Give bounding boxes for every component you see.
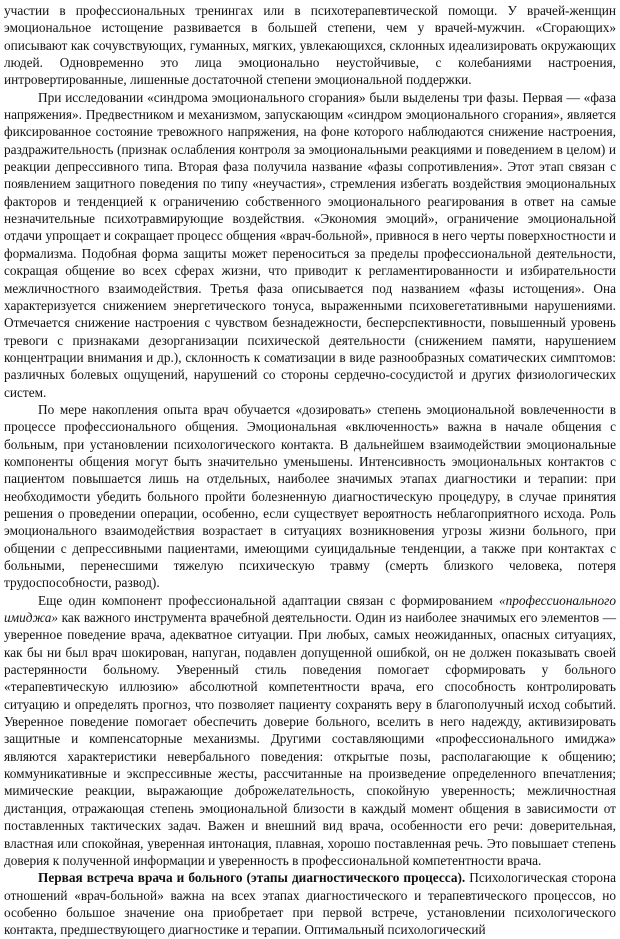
- paragraph-first-meeting: [4, 869, 616, 938]
- paragraph-emotional-dosing: По мере накопления опыта врач обучается «дозировать» степень эмоциональной вовлеченности в процессе профессионального общения. Эмоциональная «включенность» важна в начале общения с больным, при установлении психологического контакта. В дальнейшем взаимодействии эмоциональные компоненты общения могут быть значительно уменьшены. Интенсивность эмоциональных контактов с пациентом повышается лишь на отдельных, наиболее значимых этапах диагностики и терапии: при необходимости убедить больного пройти болезненную диагностическую процедуру, в случае принятия решения о проведении операции, особенно, если существует вероятность неблагоприятного исхода. Роль эмоционального взаимодействия возрастает в ситуациях возникновения угрозы жизни больного, при общении с депрессивными пациентами, имеющими суицидальные тенденции, а также при контактах с больными, перенесшими тяжелую психическую травму (смерть близкого человека, потеря трудоспособности, развод).: [4, 401, 616, 591]
- paragraph-continuation: участии в профессиональных тренингах или в психотерапевтической помощи. У врачей-женщин эмоциональное истощение развивается в большей степени, чем у врачей-мужчин. «Сгорающих» описывают как сочувствующих, гуманных, мягких, увлекающихся, склонных идеализировать окружающих людей. Одновременно это лица эмоционально неустойчивые, с колебаниями настроения, интровертированные, лишенные достаточной степени эмоциональной поддержки.: [4, 3, 616, 88]
- paragraph-professional-image-lead: Еще один компонент профессиональной адаптации связан с формированием: [38, 592, 499, 608]
- professional-image-term: «профессионального имиджа»: [4, 592, 616, 626]
- paragraph-professional-image-body: как важного инструмента врачебной деятельности. Один из наиболее значимых его элементов — уверенное поведение врача, адекватное ситуации. При любых, самых неожиданных, опасных ситуациях, как бы ни был врач шокирован, напуган, подавлен допущенной ошибкой, он не должен показывать своей растерянности больному. Уверенный стиль поведения помогает сформировать у больного «терапевтическую иллюзию» абсолютной компетентности врача, его способность контролировать ситуацию и определять прогноз, что позволяет пациенту сохранять веру в благополучный исход событий. Уверенное поведение помогает обеспечить доверие больного, вселить в него надежду, активизировать защитные и компенсаторные механизмы. Другими составляющими «профессионального имиджа» являются характеристики невербального поведения: открытые позы, располагающие к общению; коммуникативные и экспрессивные жесты, рассчитанные на произведение определенного впечатления; мимические реакции, выражающие доброжелательность, спокойную уверенность; межличностная дистанция, отражающая степень эмоциональной близости в каждый момент общения в зависимости от поставленных тактических задач. Важен и внешний вид врача, особенности его речи: доверительная, властная или спокойная, уверенная интонация, плавная, хорошо поставленная речь. Это повышает степень доверия к полученной информации и уверенность в профессиональной компетентности врача.: [4, 610, 616, 868]
- paragraph-burnout-phases: При исследовании «синдрома эмоционального сгорания» были выделены три фазы. Первая — «фаза напряжения». Предвестником и механизмом, запускающим «синдром эмоционального сгорания», является фиксированное состояние тревожного напряжения, на фоне которого наблюдаются снижение настроения, раздражительность (признак ослабления контроля за эмоциональными реакциями и поведением в целом) и реакции депрессивного типа. Вторая фаза получила название «фазы сопротивления». Этот этап связан с появлением защитного поведения по типу «неучастия», стремления избегать воздействия эмоциональных факторов и тенденцией к ограничению собственного эмоционального реагирования в ответ на самые незначительные психотравмирующие воздействия. «Экономия эмоций», ограничение эмоциональной отдачи упрощает и сокращает процесс общения «врач-больной», привнося в него черты поверхностности и формализма. Подобная форма защиты может переноситься за пределы профессиональной деятельности, сокращая общение во всех сферах жизни, что приводит к регламентированности и избирательности межличностного взаимодействия. Третья фаза описывается под названием «фазы истощения». Она характеризуется снижением энергетического тонуса, выраженными психовегетативными нарушениями. Отмечается снижение настроения с чувством безнадежности, бесперспективности, повышенный уровень тревоги с признаками дезорганизации психической деятельности (снижением памяти, нарушением концентрации внимания и др.), склонность к соматизации в виде разнообразных соматических симптомов: различных болевых ощущений, нарушений со стороны сердечно-сосудистой и других физиологических систем.: [4, 89, 616, 400]
- paragraph-professional-image: [4, 592, 616, 870]
- first-meeting-heading: Первая встреча врача и больного (этапы диагностического процесса).: [38, 870, 466, 886]
- paragraph-first-meeting-body: Психологическая сторона отношений «врач-больной» важна на всех этапах диагностического и терапевтического процессов, но особенно большое значение она приобретает при первой встрече, установлении психологического контакта, предшествующего диагностике и терапии. Оптимальный психологический: [4, 870, 617, 938]
